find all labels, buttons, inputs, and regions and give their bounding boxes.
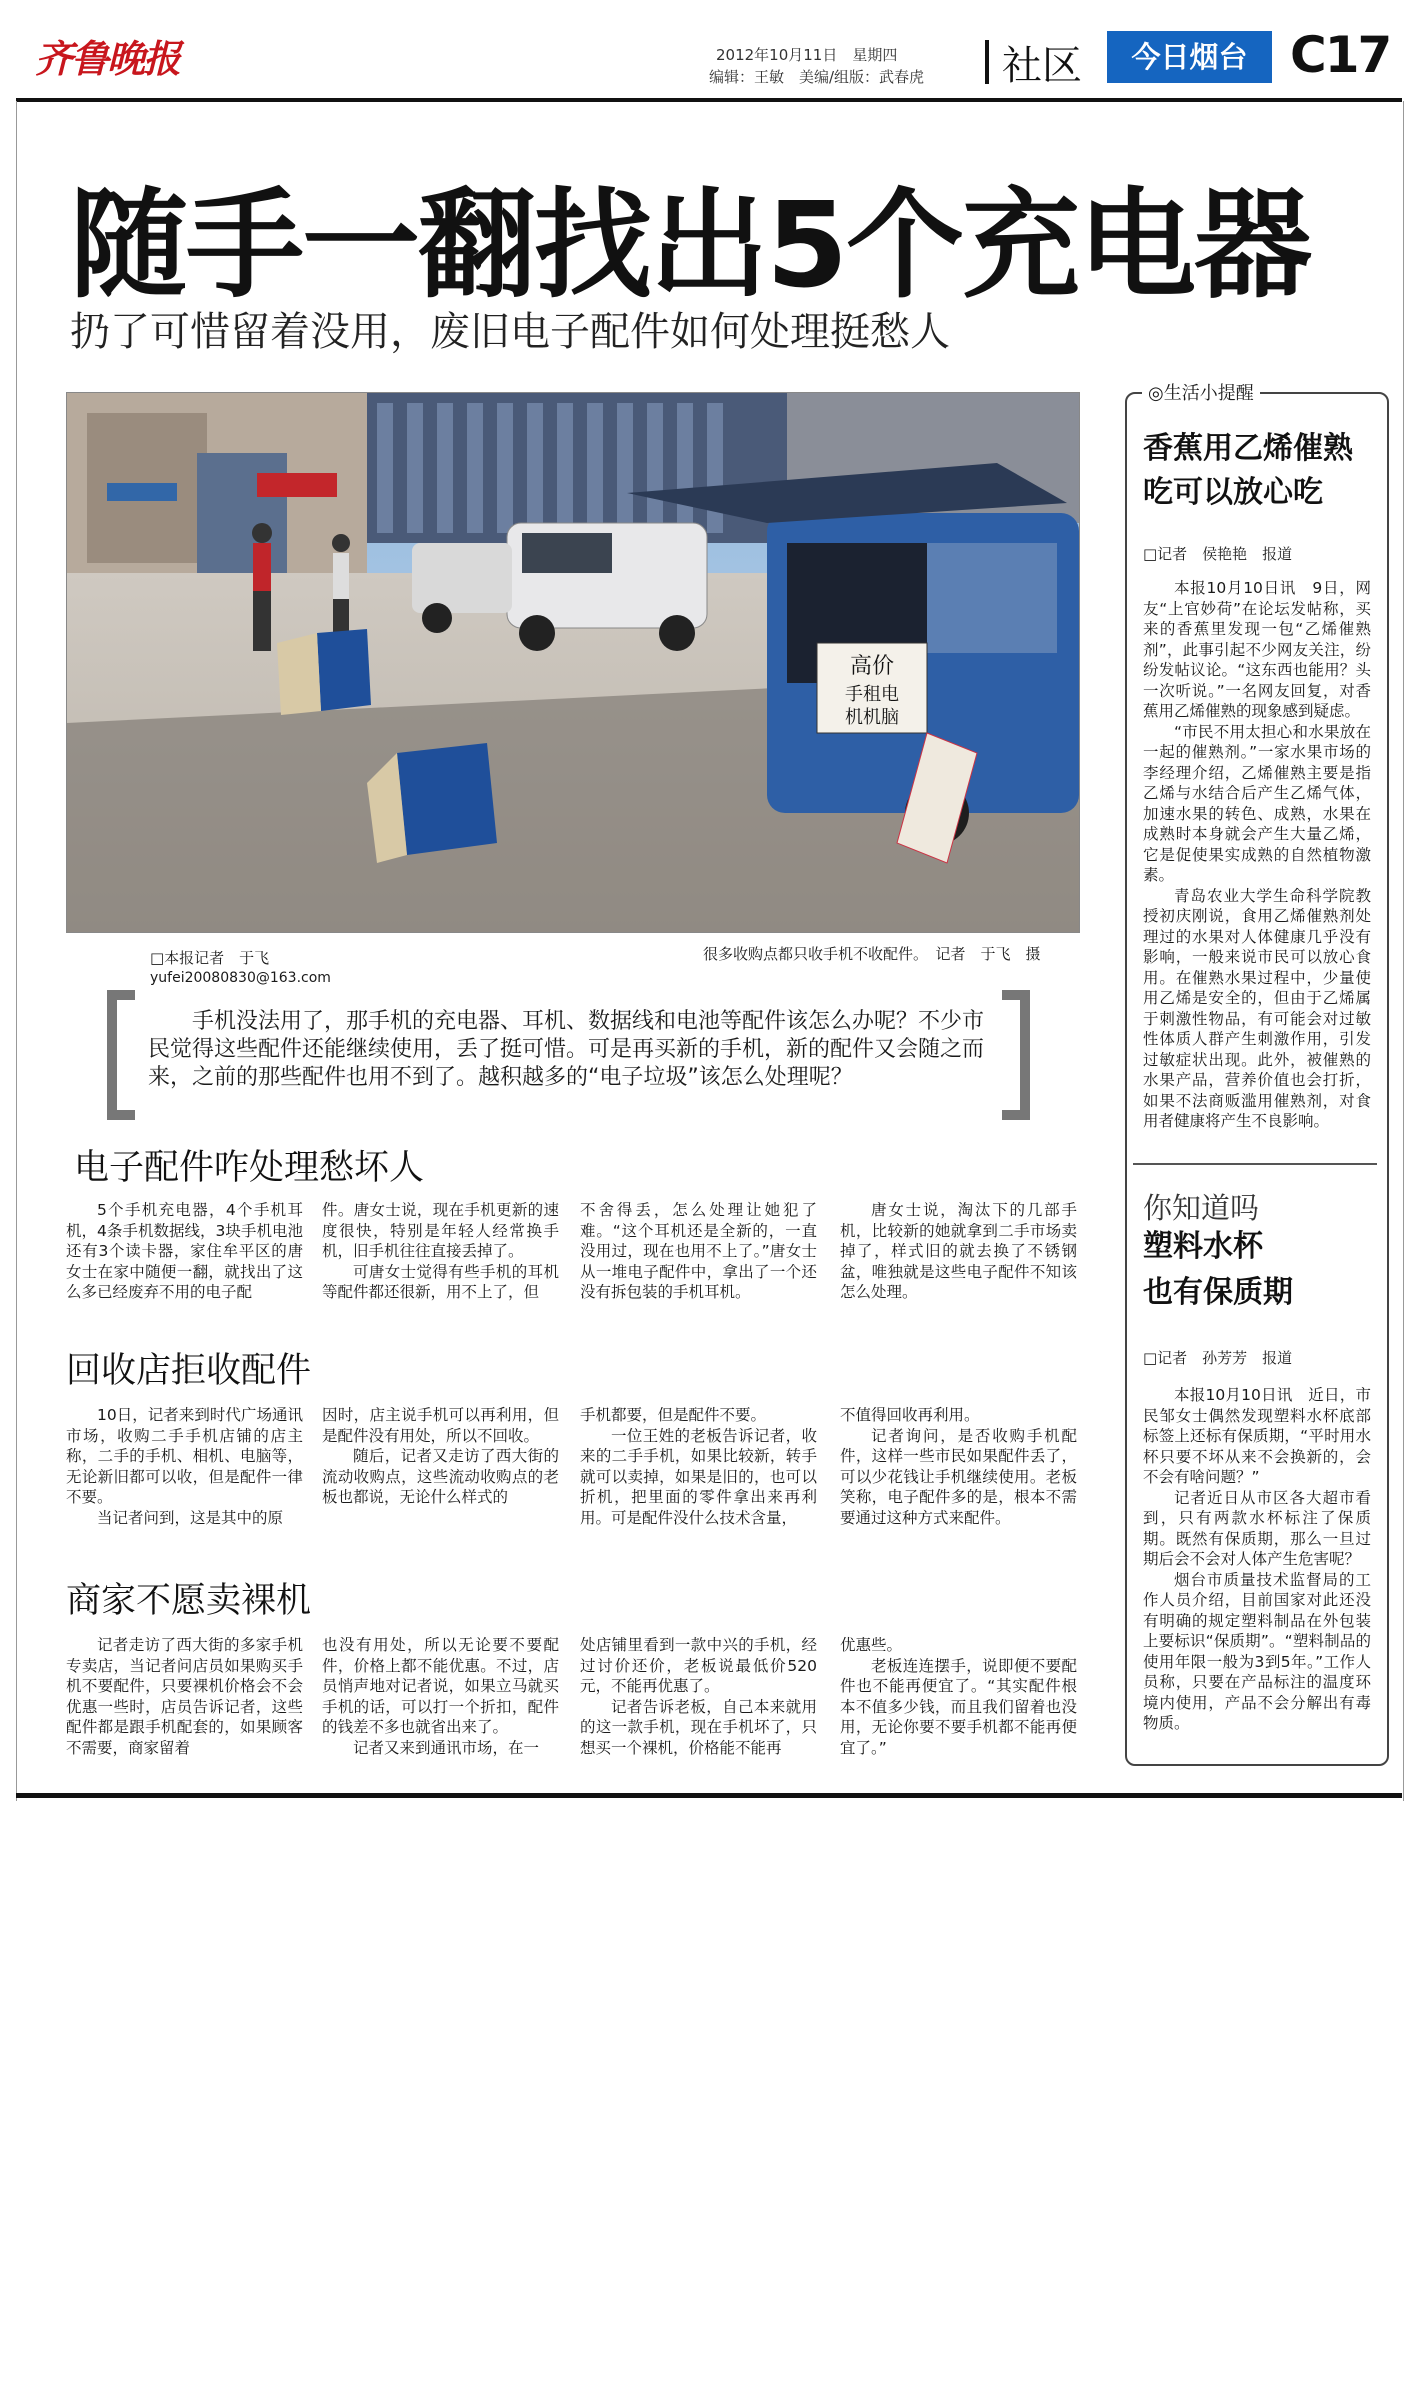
section2-col1 [66, 1405, 303, 1528]
sign-text-2: 手租电 [845, 684, 899, 705]
sidebar-item1-byline: □记者 侯艳艳 报道 [1143, 545, 1293, 563]
section3-col3 [580, 1635, 817, 1758]
paragraph: 青岛农业大学生命科学院教授初庆刚说，食用乙烯催熟剂处理过的水果对人体健康几乎没有影响，一般来说市民可以放心食用。在催熟水果过程中，少量使用乙烯是安全的，但由于乙烯属于刺激性物品，有可能会对过敏性体质人群产生刺激作用，引发过敏症状出现。此外，被催熟的水果产品，营养价值也会打折，如果不法商贩滥用催熟剂，对食用者健康将产生不良影响。 [1143, 886, 1371, 1130]
paragraph: 记者近日从市区各大超市看到，只有两款水杯标注了保质期。既然有保质期，那么一旦过期后会不会对人体产生危害呢？ [1143, 1488, 1371, 1568]
street-scene-illustration [67, 393, 1079, 932]
sidebar-item2-title-line2: 也有保质期 [1143, 1275, 1293, 1310]
editor-credits: 编辑：王敏 美编/组版：武春虎 [709, 68, 925, 86]
paragraph: 一位王姓的老板告诉记者，收来的二手手机，如果比较新，转手就可以卖掉，如果是旧的，也可以折机，把里面的零件拿出来再利用。可是配件没什么技术含量， [580, 1426, 817, 1527]
sidebar-item2-byline: □记者 孙芳芳 报道 [1143, 1349, 1293, 1367]
page-number: C17 [1290, 26, 1391, 84]
sign-text-3: 机机脑 [845, 707, 899, 728]
sidebar-item2-kicker: 你知道吗 [1143, 1191, 1260, 1225]
paragraph: 唐女士说，淘汰下的几部手机，比较新的她就拿到二手市场卖掉了，样式旧的就去换了不锈钢盆，唯独就是这些电子配件不知该怎么处理。 [840, 1201, 1077, 1301]
section2-col4 [840, 1405, 1077, 1528]
paragraph: 记者告诉老板，自己本来就用的这一款手机，现在手机坏了，只想买一个裸机，价格能不能再 [580, 1697, 817, 1757]
lead-bracket-left [107, 990, 135, 1120]
sidebar-item1-body [1143, 578, 1371, 1132]
photo-credit: □本报记者 于飞 [150, 949, 270, 967]
sidebar-item2-body [1143, 1385, 1371, 1734]
paragraph: 可唐女士觉得有些手机的耳机等配件都还很新，用不上了，但 [322, 1262, 559, 1301]
paragraph: 件。唐女士说，现在手机更新的速度很快，特别是年轻人经常换手机，旧手机往往直接丢掉了。 [322, 1201, 559, 1260]
paragraph: 也没有用处，所以无论要不要配件，价格上都不能优惠。不过，店员悄声地对记者说，如果立马就买手机的话，可以打一个折扣，配件的钱差不多也就省出来了。 [322, 1636, 559, 1736]
paragraph: 不值得回收再利用。 [840, 1406, 980, 1424]
newspaper-logo: 齐鲁晚报 [35, 36, 180, 81]
section1-col3 [580, 1200, 817, 1303]
paragraph: 优惠些。 [840, 1636, 903, 1654]
section3-col4 [840, 1635, 1077, 1758]
photographer-email: yufei20080830@163.com [150, 970, 331, 986]
photo-caption: 很多收购点都只收手机不收配件。 记者 于飞 摄 [703, 945, 1041, 963]
section1-col4 [840, 1200, 1077, 1303]
section1-col2 [322, 1200, 559, 1303]
dateline: 2012年10月11日 星期四 [716, 46, 898, 64]
paragraph: 手机都要，但是配件不要。 [580, 1406, 767, 1424]
paragraph: “市民不用太担心和水果放在一起的催熟剂。”一家水果市场的李经理介绍，乙烯催熟主要是指乙烯与水结合后产生乙烯气体，加速水果的转色、成熟，水果在成熟时本身就会产生大量乙烯，它是促使果实成熟的自然植物激素。 [1143, 722, 1371, 884]
paragraph: 记者又来到通讯市场，在一 [353, 1738, 540, 1757]
section2-col3 [580, 1405, 817, 1528]
section3-col2 [322, 1635, 559, 1758]
section-name: 社区 [1002, 43, 1082, 89]
paragraph: 10日，记者来到时代广场通讯市场，收购二手手机店铺的店主称，二手的手机、相机、电脑等，无论新旧都可以收，但是配件一律不要。 [66, 1406, 303, 1506]
paragraph: 本报10月10日讯 9日，网友“上官妙荷”在论坛发帖称，买来的香蕉里发现一包“乙烯催熟剂”，此事引起不少网友关注，纷纷发帖议论。“这东西也能用？头一次听说。”一名网友回复，对香蕉用乙烯催熟的现象感到疑虑。 [1143, 579, 1371, 720]
sidebar-label: ◎生活小提醒 [1142, 379, 1260, 405]
sidebar-item1-title-line2: 吃可以放心吃 [1143, 475, 1323, 510]
paragraph: 当记者问到，这是其中的原 [97, 1508, 284, 1527]
sign-text-1: 高价 [849, 654, 895, 679]
paragraph: 处店铺里看到一款中兴的手机，经过讨价还价，老板说最低价520元，不能再优惠了。 [580, 1636, 817, 1695]
paragraph: 因时，店主说手机可以再利用，但是配件没有用处，所以不回收。 [322, 1406, 559, 1445]
header-divider [985, 40, 989, 84]
paragraph: 5个手机充电器，4个手机耳机，4条手机数据线，3块手机电池还有3个读卡器，家住牟平区的唐女士在家中随便一翻，就找出了这么多已经废弃不用的电子配 [66, 1201, 303, 1301]
headline: 随手一翻找出5个充电器 [70, 176, 1311, 314]
edition-tag: 今日烟台 [1107, 31, 1272, 83]
lead-bracket-right [1002, 990, 1030, 1120]
paragraph: 记者走访了西大街的多家手机专卖店，当记者问店员如果购买手机不要配件，只要裸机价格会不会优惠一些时，店员告诉记者，这些配件都是跟手机配套的，如果顾客不需要，商家留着 [66, 1636, 303, 1757]
sidebar-item2-title-line1: 塑料水杯 [1143, 1229, 1263, 1264]
section3-col1 [66, 1635, 303, 1758]
section-title-refuse: 回收店拒收配件 [66, 1351, 312, 1391]
section-title-bare-phone: 商家不愿卖裸机 [66, 1581, 312, 1621]
sidebar-separator [1133, 1163, 1377, 1165]
section2-col2 [322, 1405, 559, 1508]
section1-col1 [66, 1200, 303, 1303]
subheadline: 扔了可惜留着没用，废旧电子配件如何处理挺愁人 [70, 309, 950, 355]
paragraph: 记者询问，是否收购手机配件，这样一些市民如果配件丢了，可以少花钱让手机继续使用。老板笑称，电子配件多的是，根本不需要通过这种方式来配件。 [840, 1426, 1077, 1527]
news-photo [66, 392, 1080, 933]
lead-paragraph: 手机没法用了，那手机的充电器、耳机、数据线和电池等配件该怎么办呢？不少市民觉得这些配件还能继续使用，丢了挺可惜。可是再买新的手机，新的配件又会随之而来，之前的那些配件也用不到了。越积越多的“电子垃圾”该怎么处理呢？ [148, 1009, 985, 1090]
section-title-disposal: 电子配件咋处理愁坏人 [74, 1148, 425, 1188]
phone-buyback-sign [817, 643, 927, 733]
paragraph: 不舍得丢，怎么处理让她犯了难。“这个耳机还是全新的，一直没用过，现在也用不上了。”唐女士从一堆电子配件中，拿出了一个还没有拆包装的手机耳机。 [580, 1201, 817, 1301]
paragraph: 本报10月10日讯 近日，市民邹女士偶然发现塑料水杯底部标签上还标有保质期，“平时用水杯只要不坏从来不会换新的，会不会有啥问题？” [1143, 1386, 1371, 1486]
paragraph: 老板连连摆手，说即便不要配件也不能再便宜了。“其实配件根本不值多少钱，而且我们留着也没用，无论你要不要手机都不能再便宜了。” [840, 1656, 1077, 1757]
bottom-rule [16, 1793, 1402, 1798]
sidebar-item1-title-line1: 香蕉用乙烯催熟 [1143, 431, 1353, 466]
paragraph: 烟台市质量技术监督局的工作人员介绍，目前国家对此还没有明确的规定塑料制品在外包装上要标识“保质期”。“塑料制品的使用年限一般为3到5年。”工作人员称，只要在产品标注的温度环境内使用，产品不会分解出有毒物质。 [1143, 1570, 1371, 1732]
paragraph: 随后，记者又走访了西大街的流动收购点，这些流动收购点的老板也都说，无论什么样式的 [322, 1447, 559, 1506]
